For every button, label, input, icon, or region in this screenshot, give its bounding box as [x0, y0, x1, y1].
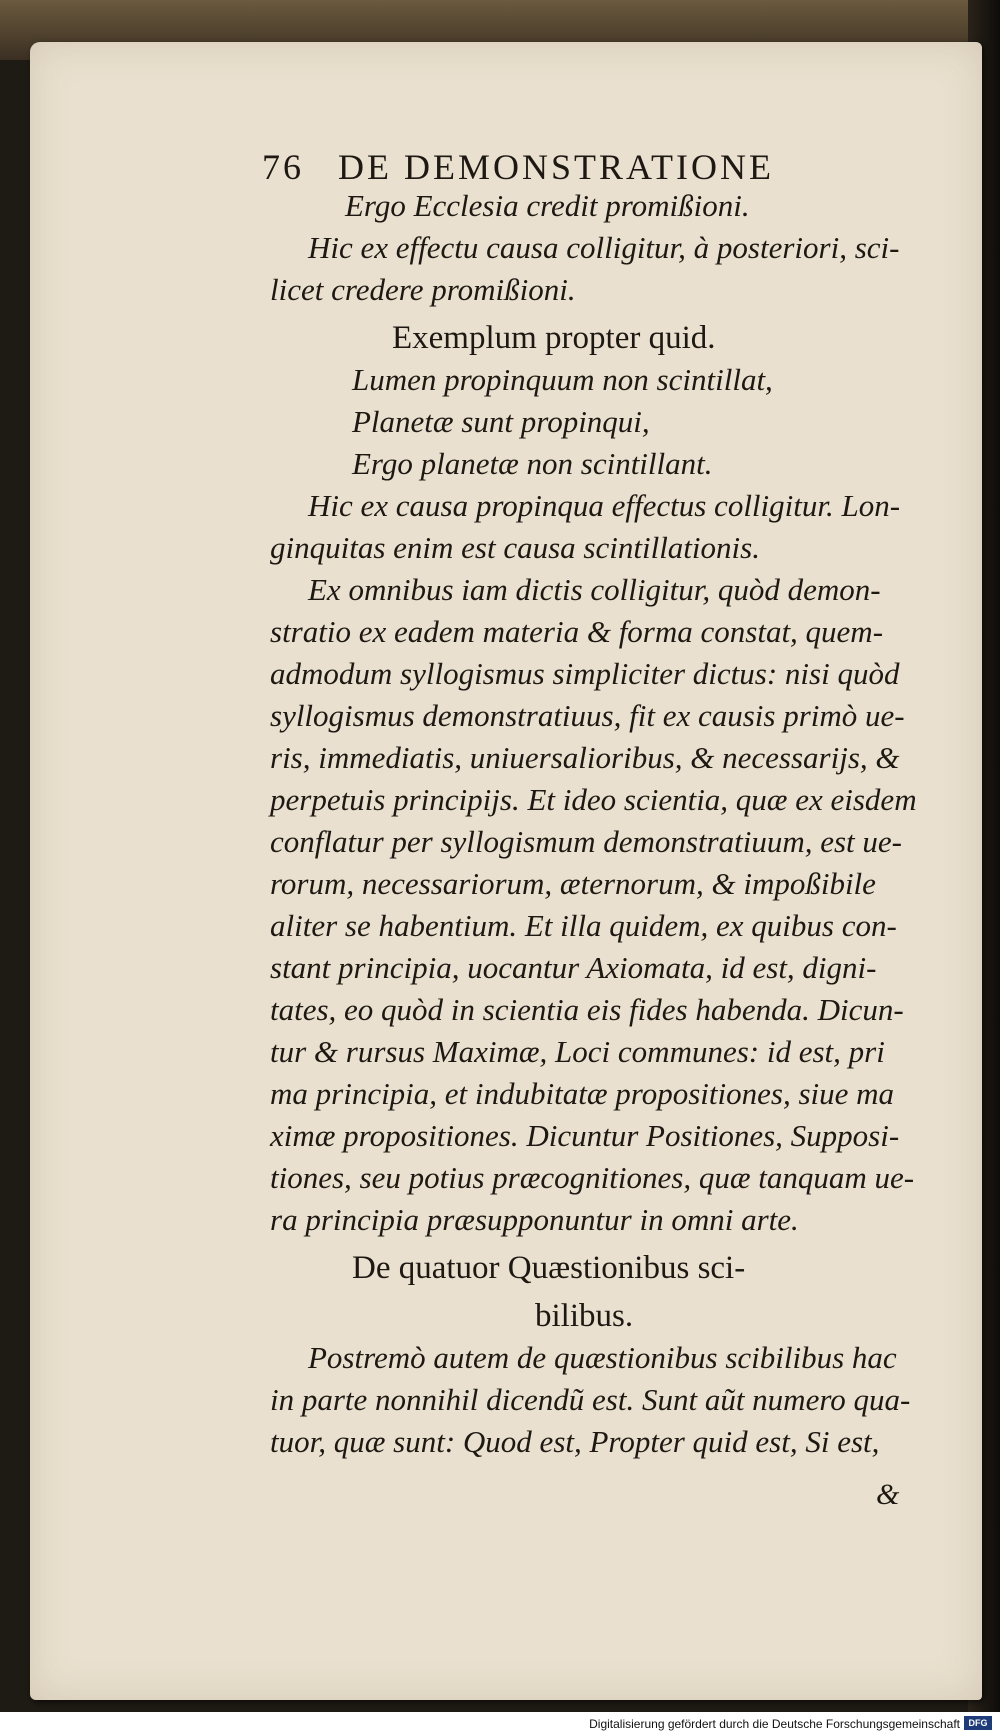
section-heading: bilibus. — [535, 1298, 634, 1334]
text-line: Lumen propinquum non scintillat, — [352, 362, 773, 397]
text-line: conflatur per syllogismum demonstratiuum, est ue- — [270, 824, 903, 859]
text-line: Hic ex causa propinqua effectus colligitur. Lon- — [308, 488, 901, 523]
footer-bar — [0, 1712, 1000, 1736]
text-line: perpetuis principijs. Et ideo scientia, quæ ex eisdem — [270, 782, 917, 817]
text-line: ris, immediatis, uniuersalioribus, & necessarijs, & — [270, 740, 900, 775]
text-line: syllogismus demonstratiuus, fit ex causis primò ue- — [270, 698, 905, 733]
text-line: Ergo planetæ non scintillant. — [352, 446, 713, 481]
section-heading: Exemplum propter quid. — [392, 320, 716, 356]
text-line: rorum, necessariorum, æternorum, & impoßibile — [270, 866, 876, 901]
running-header — [262, 146, 774, 188]
text-line: licet credere promißioni. — [270, 272, 576, 307]
text-line: in parte nonnihil dicendũ est. Sunt aũt numero qua- — [270, 1382, 911, 1417]
text-line: Postremò autem de quæstionibus scibilibus hac — [308, 1340, 897, 1375]
text-line: tiones, seu potius præcognitiones, quæ tanquam ue- — [270, 1160, 915, 1195]
text-line: ma principia, et indubitatæ propositiones, siue ma — [270, 1076, 895, 1111]
text-line: Ex omnibus iam dictis colligitur, quòd demon- — [308, 572, 881, 607]
dfg-logo: DFG — [964, 1716, 992, 1730]
text-line: Ergo Ecclesia credit promißioni. — [345, 188, 750, 223]
footer-credit: Digitalisierung gefördert durch die Deutsche Forschungsgemeinschaft — [589, 1717, 960, 1731]
text-line: admodum syllogismus simpliciter dictus: nisi quòd — [270, 656, 900, 691]
page-number: 76 — [262, 147, 304, 187]
running-head: DE DEMONSTRATIONE — [338, 147, 774, 187]
text-line: tur & rursus Maximæ, Loci communes: id est, pri — [270, 1034, 885, 1069]
text-line: ginquitas enim est causa scintillationis. — [270, 530, 760, 565]
text-line: tates, eo quòd in scientia eis fides habenda. Dicun- — [270, 992, 904, 1027]
text-line: ximæ propositiones. Dicuntur Positiones, Supposi- — [270, 1118, 900, 1153]
text-line: stratio ex eadem materia & forma constat, quem- — [270, 614, 884, 649]
catchword: & — [876, 1478, 900, 1511]
text-line: stant principia, uocantur Axiomata, id est, digni- — [270, 950, 877, 985]
text-line: aliter se habentium. Et illa quidem, ex quibus con- — [270, 908, 897, 943]
text-line: ra principia præsupponuntur in omni arte. — [270, 1202, 799, 1237]
text-line: tuor, quæ sunt: Quod est, Propter quid est, Si est, — [270, 1424, 880, 1459]
section-heading: De quatuor Quæstionibus sci- — [352, 1250, 746, 1286]
text-line: Hic ex effectu causa colligitur, à posteriori, sci- — [308, 230, 900, 265]
text-line: Planetæ sunt propinqui, — [352, 404, 650, 439]
